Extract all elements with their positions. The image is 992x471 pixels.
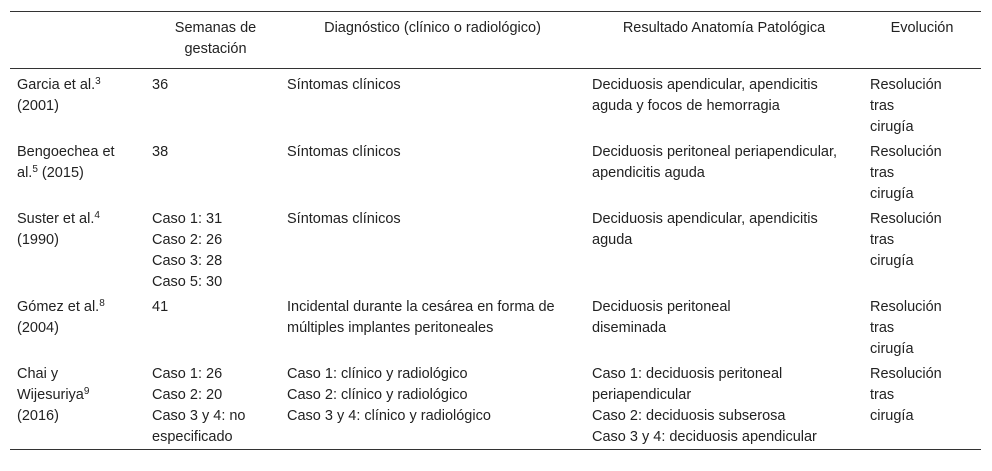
outcome-value: Resolución tras cirugía [870,77,942,135]
author-year: (2001) [17,98,59,114]
pathology-cell [585,361,863,450]
reference-number: 4 [94,210,100,221]
outcome-cell [863,69,981,140]
header-diagnosis: Diagnóstico (clínico o radiológico) [324,20,541,36]
weeks-value: 38 [152,144,169,160]
table-header [10,12,981,69]
outcome-value: Resolución tras cirugía [870,299,942,357]
diagnosis-cell [280,139,585,206]
author-name: Bengoechea et al. [17,144,115,181]
header-empty [10,12,145,69]
weeks-value: Caso 5: 30 [152,274,223,290]
pathology-value: Caso 3 y 4: deciduosis apendicular [592,429,817,445]
table-row [10,69,981,140]
header-pathology: Resultado Anatomía Patológica [622,20,826,36]
weeks-cell [145,69,280,140]
table-row [10,206,981,294]
reference-number: 5 [32,164,38,175]
pathology-cell [585,206,863,294]
reference-number: 8 [99,298,105,309]
author-cell [10,294,145,361]
diagnosis-value: Incidental durante la cesárea en forma de múltiples implantes peritoneales [287,299,555,336]
weeks-cell [145,139,280,206]
author-year: (2004) [17,320,59,336]
pathology-value: Deciduosis apendicular, apendicitis aguda y focos de hemorragia [592,77,818,114]
outcome-cell [863,206,981,294]
diagnosis-cell [280,294,585,361]
header-weeks: Semanas de gestación [174,20,257,57]
author-year: (1990) [17,232,59,248]
weeks-value: 41 [152,299,169,315]
pathology-value: Caso 2: deciduosis subserosa [592,408,786,424]
diagnosis-cell [280,69,585,140]
weeks-cell [145,294,280,361]
author-cell [10,361,145,450]
reference-number: 3 [95,76,101,87]
author-name: Chai y Wijesuriya [17,366,84,403]
author-cell [10,69,145,140]
diagnosis-value: Síntomas clínicos [287,211,401,227]
weeks-cell [145,206,280,294]
diagnosis-value: Síntomas clínicos [287,144,401,160]
outcome-cell [863,294,981,361]
weeks-cell [145,361,280,450]
pathology-value: Deciduosis apendicular, apendicitis aguda [592,211,818,248]
pathology-cell [585,69,863,140]
data-table [10,11,981,450]
pathology-value: Deciduosis peritoneal diseminada [592,299,731,336]
outcome-value: Resolución tras cirugía [870,211,942,269]
diagnosis-cell [280,361,585,450]
diagnosis-value: Caso 3 y 4: clínico y radiológico [287,408,491,424]
reference-number: 9 [83,386,90,397]
weeks-value: Caso 2: 26 [152,232,223,248]
author-name: Garcia et al. [17,77,96,93]
diagnosis-value: Caso 1: clínico y radiológico [287,366,468,382]
outcome-cell [863,361,981,450]
author-name: Suster et al. [17,211,95,227]
author-cell [10,206,145,294]
table-body [10,69,981,450]
table-row [10,361,981,450]
diagnosis-value: Síntomas clínicos [287,77,401,93]
outcome-value: Resolución tras cirugía [870,144,942,202]
weeks-value: Caso 3: 28 [152,253,223,269]
author-cell [10,139,145,206]
pathology-value: Caso 1: deciduosis peritoneal periapendicular [592,366,783,403]
author-year: (2015) [37,165,84,181]
outcome-value: Resolución tras cirugía [870,366,942,424]
table-row [10,294,981,361]
header-outcome: Evolución [890,20,954,36]
author-name: Gómez et al. [17,299,100,315]
weeks-value: Caso 3 y 4: no especificado [152,408,246,445]
weeks-value: Caso 1: 26 [152,366,223,382]
weeks-value: Caso 1: 31 [152,211,223,227]
header-row [10,12,981,69]
outcome-cell [863,139,981,206]
pathology-cell [585,294,863,361]
table-row [10,139,981,206]
pathology-cell [585,139,863,206]
weeks-value: Caso 2: 20 [152,387,223,403]
diagnosis-cell [280,206,585,294]
author-year: (2016) [17,408,59,424]
diagnosis-value: Caso 2: clínico y radiológico [287,387,468,403]
pathology-value: Deciduosis peritoneal periapendicular, apendicitis aguda [592,144,838,181]
table-container [10,11,981,450]
weeks-value: 36 [152,77,169,93]
